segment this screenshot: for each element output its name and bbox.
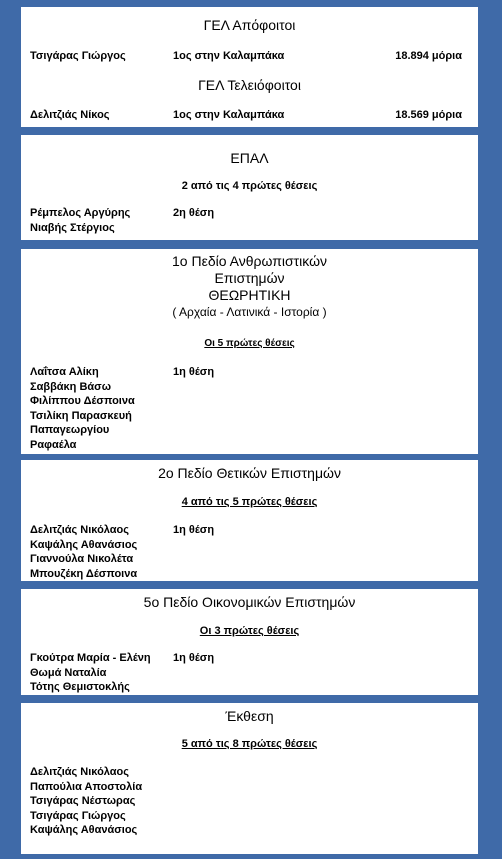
ekthesi-title: Έκθεση [225, 708, 274, 724]
gel-apofoitoi-title: ΓΕΛ Απόφοιτοι [203, 17, 296, 33]
list-item: Τότης Θεμιστοκλής [30, 681, 130, 693]
field2-position: 1η θέση [173, 524, 215, 536]
list-item: Καψάλης Αθανάσιος [30, 538, 138, 551]
field2-names [30, 523, 137, 581]
panel-field1 [21, 249, 478, 454]
list-item: Μπουζέκη Δέσποινα [30, 567, 138, 580]
list-item: Νιαβής Στέργιος [30, 221, 115, 234]
epal-names [30, 206, 130, 235]
panel-field5 [21, 589, 478, 695]
list-item: Ρέμπελος Αργύρης [30, 207, 131, 219]
list-item: Θωμά Ναταλία [30, 666, 107, 679]
list-item: Παπούλια Αποστολία [30, 780, 143, 793]
list-item: Τσιλίκη Παρασκευή [30, 409, 132, 422]
field5-position: 1η θέση [173, 652, 215, 664]
panel-gel [21, 7, 478, 127]
gel-teleiofoitoi-position: 1ος στην Καλαμπάκα [173, 109, 285, 121]
field1-names [30, 365, 135, 452]
panel-epal [21, 135, 478, 240]
list-item: Δελιτζιάς Νικόλαος [30, 524, 129, 536]
list-item: Τσιγάρας Νέστωρας [30, 795, 136, 807]
list-item: Καψάλης Αθανάσιος [30, 824, 138, 836]
field1-title-line: Επιστημών [214, 270, 285, 286]
epal-subtitle: 2 από τις 4 πρώτες θέσεις [181, 180, 318, 192]
field2-subtitle: 4 από τις 5 πρώτες θέσεις [181, 496, 318, 508]
list-item: Γκούτρα Μαρία - Ελένη [30, 652, 151, 664]
list-item: Παπαγεωργίου [30, 424, 110, 436]
list-item: Λαΐτσα Αλίκη [30, 366, 99, 378]
list-item: Δελιτζιάς Νικόλαος [30, 766, 129, 778]
gel-apofoitoi-points: 18.894 μόρια [395, 50, 462, 62]
list-item: Τσιγάρας Γιώργος [30, 809, 126, 822]
field1-title-line: 1ο Πεδίο Ανθρωπιστικών [172, 253, 327, 269]
ekthesi-names [30, 765, 142, 838]
panel-field2 [21, 460, 478, 581]
gel-apofoitoi-position: 1ος στην Καλαμπάκα [173, 50, 285, 62]
field5-title: 5ο Πεδίο Οικονομικών Επιστημών [143, 594, 356, 610]
list-item: Σαββάκη Βάσω [30, 380, 111, 393]
panel-ekthesi [21, 703, 478, 854]
field5-names [30, 651, 151, 695]
field1-title-line: ( Αρχαία - Λατινικά - Ιστορία ) [172, 305, 327, 319]
epal-position: 2η θέση [173, 207, 215, 219]
field1-title-line: ΘΕΩΡΗΤΙΚΗ [208, 287, 291, 303]
field1-title [21, 253, 478, 321]
epal-title: ΕΠΑΛ [230, 150, 269, 166]
ekthesi-subtitle: 5 από τις 8 πρώτες θέσεις [181, 738, 318, 750]
field1-position: 1η θέση [173, 366, 215, 378]
list-item: Γιαννούλα Νικολέτα [30, 553, 134, 565]
field5-subtitle: Οι 3 πρώτες θέσεις [199, 625, 300, 637]
list-item: Ραφαέλα [30, 438, 77, 451]
gel-apofoitoi-name: Τσιγάρας Γιώργος [30, 50, 126, 62]
gel-teleiofoitoi-name: Δελιτζιάς Νίκος [30, 109, 110, 121]
gel-teleiofoitoi-points: 18.569 μόρια [395, 109, 462, 121]
field2-title: 2ο Πεδίο Θετικών Επιστημών [158, 465, 341, 481]
field1-subtitle: Οι 5 πρώτες θέσεις [204, 338, 295, 349]
list-item: Φιλίππου Δέσποινα [30, 395, 135, 407]
gel-teleiofoitoi-title: ΓΕΛ Τελειόφοιτοι [198, 77, 301, 93]
